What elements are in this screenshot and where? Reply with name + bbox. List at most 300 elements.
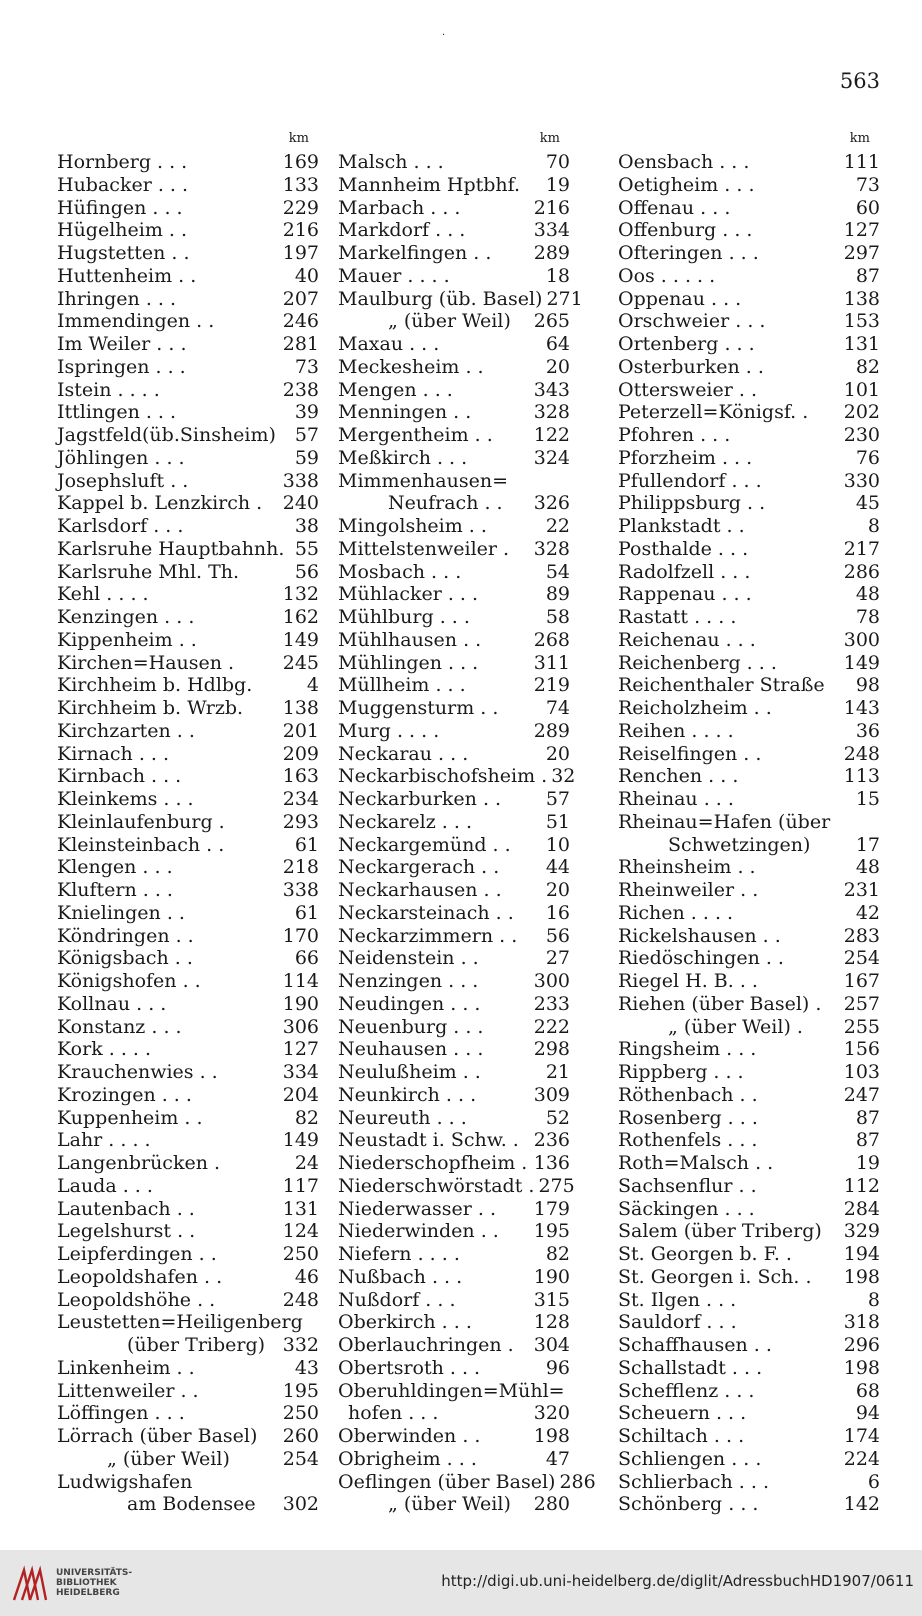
place-name: Kollnau . . . — [57, 992, 167, 1015]
list-item — [618, 1061, 880, 1084]
list-item — [338, 1289, 570, 1312]
place-name: Peterzell=Königsf. . — [618, 401, 809, 424]
distance-km: 149 — [843, 651, 880, 674]
list-item — [57, 310, 319, 333]
list-item — [618, 356, 880, 379]
place-name: Ispringen . . . — [57, 355, 186, 378]
distance-km: 224 — [843, 1447, 880, 1470]
distance-km: 52 — [545, 1106, 570, 1129]
distance-km — [876, 811, 880, 834]
place-name: Mittelstenweiler . — [338, 537, 510, 560]
place-name: Obertsroth . . . — [338, 1356, 481, 1379]
list-item — [338, 310, 570, 333]
distance-km: 87 — [855, 264, 880, 287]
distance-km: 250 — [282, 1402, 319, 1425]
place-name: Kluftern . . . — [57, 879, 173, 901]
place-name: Kuppenheim . . — [57, 1106, 203, 1129]
distance-km: 195 — [282, 1379, 319, 1402]
place-name: Neckarsteinach . . — [338, 901, 514, 924]
list-item — [338, 1266, 570, 1289]
distance-km: 124 — [282, 1220, 319, 1243]
distance-km: 128 — [533, 1311, 570, 1334]
list-item — [338, 1380, 570, 1403]
place-name: Leopoldshöhe . . — [57, 1288, 216, 1311]
list-item — [57, 1402, 319, 1425]
place-name: Josephsluft . . — [57, 469, 189, 492]
list-item — [57, 1357, 319, 1380]
list-item — [618, 1448, 880, 1471]
list-item — [618, 424, 880, 447]
place-name: Ihringen . . . — [57, 287, 177, 310]
distance-km: 320 — [533, 1402, 570, 1425]
list-item — [57, 1198, 319, 1221]
distance-km: 247 — [843, 1083, 880, 1106]
distance-km: 45 — [855, 492, 880, 515]
place-name: Klengen . . . — [57, 856, 173, 879]
list-item — [338, 401, 570, 424]
distance-km: 190 — [282, 992, 319, 1015]
distance-km: 324 — [533, 446, 570, 469]
distance-km: 156 — [843, 1038, 880, 1061]
list-item — [618, 993, 880, 1016]
place-name: „ (über Weil) — [388, 1493, 511, 1516]
distance-km: 190 — [533, 1265, 570, 1288]
place-name: Scheuern . . . — [618, 1402, 747, 1425]
distance-km: 162 — [282, 606, 319, 628]
place-name: Menningen . . — [338, 401, 472, 424]
list-item — [338, 1334, 570, 1357]
place-name: St. Ilgen . . . — [618, 1288, 737, 1311]
distance-km — [315, 1311, 319, 1334]
distance-km: 113 — [843, 765, 880, 788]
distance-km: 328 — [533, 537, 570, 560]
place-name: Hubacker . . . — [57, 173, 189, 196]
list-item — [618, 811, 880, 834]
distance-km: 300 — [533, 970, 570, 992]
list-item — [57, 265, 319, 288]
column-3 — [618, 131, 880, 1516]
list-item — [57, 151, 319, 174]
place-name: Ittlingen . . . — [57, 401, 177, 424]
place-name: Reichenau . . . — [618, 628, 756, 651]
place-name: Jagstfeld(üb.Sinsheim) — [57, 424, 276, 446]
distance-km: 27 — [545, 947, 570, 970]
list-item — [618, 925, 880, 948]
place-name: Philippsburg . . — [618, 492, 766, 515]
list-item — [338, 1470, 596, 1494]
place-name: Im Weiler . . . — [57, 333, 187, 355]
list-item — [618, 219, 880, 242]
list-item — [338, 1357, 570, 1380]
list-item — [57, 606, 319, 629]
place-name: Neureuth . . . — [338, 1106, 467, 1129]
distance-km: 167 — [843, 970, 880, 992]
place-name: Rheinsheim . . — [618, 856, 756, 879]
distance-km: 42 — [855, 901, 880, 924]
column-rows — [57, 151, 319, 1516]
list-item — [57, 538, 319, 561]
distance-km: 330 — [843, 469, 880, 492]
list-item — [57, 401, 319, 424]
list-item — [338, 1402, 570, 1425]
distance-km: 169 — [282, 151, 319, 173]
list-item — [618, 561, 880, 584]
place-name: Plankstadt . . — [618, 515, 745, 537]
distance-km: 234 — [282, 788, 319, 810]
place-name: Neckargerach . . — [338, 856, 500, 879]
distance-km: 338 — [282, 879, 319, 901]
distance-km: 174 — [843, 1425, 880, 1447]
list-item — [338, 1311, 570, 1334]
list-item — [338, 1243, 570, 1266]
list-item — [57, 1152, 319, 1175]
distance-km: 329 — [843, 1220, 880, 1243]
list-item — [338, 265, 570, 288]
list-item — [618, 174, 880, 197]
distance-km: 138 — [843, 287, 880, 310]
place-name: Nenzingen . . . — [338, 970, 479, 992]
place-name: Sauldorf . . . — [618, 1311, 737, 1334]
column-2 — [338, 131, 596, 1516]
distance-km: 281 — [282, 333, 319, 355]
place-name: Krozingen . . . — [57, 1083, 192, 1106]
list-item — [338, 174, 570, 197]
place-name: Roth=Malsch . . — [618, 1152, 774, 1174]
distance-km: 18 — [545, 264, 570, 287]
list-item — [618, 151, 880, 174]
distance-km: 230 — [843, 424, 880, 446]
distance-km: 296 — [843, 1334, 880, 1356]
place-name: Obrigheim . . . — [338, 1447, 477, 1470]
distance-km: 298 — [533, 1038, 570, 1061]
distance-km: 254 — [843, 947, 880, 970]
place-name: Kleinlaufenburg . — [57, 810, 225, 833]
distance-km: 332 — [282, 1334, 319, 1356]
place-name: Röthenbach . . — [618, 1083, 758, 1106]
distance-km: 209 — [282, 742, 319, 765]
place-name: Ottersweier . . — [618, 378, 757, 401]
list-item — [57, 1175, 319, 1198]
distance-km: 271 — [546, 287, 583, 310]
place-name: Mimmenhausen= — [338, 469, 508, 492]
distance-km: 8 — [867, 515, 880, 537]
list-item — [618, 401, 880, 424]
list-item — [618, 697, 880, 720]
distance-km: 15 — [855, 788, 880, 810]
list-item — [618, 788, 880, 811]
distance-km: 204 — [282, 1083, 319, 1106]
distance-km: 74 — [545, 697, 570, 719]
source-url-link[interactable]: http://digi.ub.uni-heidelberg.de/diglit/AdressbuchHD1907/0611 — [441, 1572, 914, 1590]
place-name: Neidenstein . . — [338, 947, 479, 970]
place-name: Kirchheim b. Wrzb. — [57, 697, 244, 719]
list-item — [338, 379, 570, 402]
place-name: Huttenheim . . — [57, 264, 197, 287]
list-item — [338, 970, 570, 993]
distance-km: 38 — [294, 515, 319, 537]
list-item — [618, 652, 880, 675]
distance-km: 73 — [294, 355, 319, 378]
distance-km: 143 — [843, 697, 880, 719]
list-item — [338, 1061, 570, 1084]
distance-km: 66 — [294, 947, 319, 970]
distance-km: 238 — [282, 378, 319, 401]
list-item — [618, 674, 880, 697]
distance-km: 57 — [294, 424, 319, 446]
library-name-line: HEIDELBERG — [56, 1588, 120, 1598]
list-item — [57, 652, 319, 675]
place-name: Kirchheim b. Hdlbg. — [57, 674, 253, 697]
list-item — [618, 720, 880, 743]
list-item — [618, 834, 880, 857]
distance-km: 82 — [855, 355, 880, 378]
distance-km: 254 — [282, 1447, 319, 1470]
distance-km: 149 — [282, 1129, 319, 1152]
place-name: Langenbrücken . — [57, 1152, 221, 1174]
distance-km: 54 — [545, 560, 570, 583]
distance-km: 170 — [282, 924, 319, 947]
distance-km: 46 — [294, 1265, 319, 1288]
distance-km: 179 — [533, 1197, 570, 1220]
distance-km: 127 — [843, 219, 880, 242]
library-name — [56, 1568, 132, 1598]
list-item — [57, 1334, 319, 1357]
distance-km: 311 — [533, 651, 570, 674]
place-name: Murg . . . . — [338, 719, 440, 742]
list-item — [57, 1289, 319, 1312]
list-item — [57, 993, 319, 1016]
place-name: Rothenfels . . . — [618, 1129, 758, 1152]
list-item — [57, 1243, 319, 1266]
list-item — [338, 197, 570, 220]
list-item — [618, 879, 880, 902]
list-item — [618, 1084, 880, 1107]
list-item — [57, 970, 319, 993]
distance-km — [315, 1471, 319, 1494]
list-item — [618, 743, 880, 766]
list-item — [618, 515, 880, 538]
distance-km: 98 — [855, 674, 880, 697]
place-name: Sachsenflur . . — [618, 1174, 757, 1197]
list-item — [57, 242, 319, 265]
place-name: Mengen . . . — [338, 378, 453, 401]
list-item — [57, 197, 319, 220]
place-name: Reihen . . . . — [618, 719, 734, 742]
distance-km: 153 — [843, 310, 880, 333]
list-item — [618, 1357, 880, 1380]
list-item — [57, 856, 319, 879]
distance-km: 22 — [545, 515, 570, 537]
place-name: Neckarzimmern . . — [338, 924, 518, 947]
list-item — [57, 788, 319, 811]
list-item — [57, 1084, 319, 1107]
place-name: Mühlhausen . . — [338, 628, 482, 651]
distance-km: 257 — [843, 992, 880, 1015]
list-item — [618, 765, 880, 788]
list-item — [57, 811, 319, 834]
list-item — [57, 1380, 319, 1403]
list-item — [338, 629, 570, 652]
list-item — [57, 834, 319, 857]
list-item — [57, 743, 319, 766]
distance-km: 101 — [843, 378, 880, 401]
distance-km: 246 — [282, 310, 319, 333]
list-item — [338, 1174, 575, 1198]
list-item — [618, 470, 880, 493]
place-name: Kirchzarten . . — [57, 719, 195, 742]
list-item — [338, 1016, 570, 1039]
distance-km: 201 — [282, 719, 319, 742]
distance-km: 334 — [533, 219, 570, 242]
column-1 — [57, 131, 319, 1516]
list-item — [338, 561, 570, 584]
list-item — [57, 219, 319, 242]
list-item — [618, 856, 880, 879]
list-item — [57, 720, 319, 743]
list-item — [618, 1334, 880, 1357]
place-name: Rickelshausen . . — [618, 924, 781, 947]
distance-km: 133 — [282, 173, 319, 196]
list-item — [338, 492, 570, 515]
distance-km: 265 — [533, 310, 570, 333]
distance-km: 48 — [855, 583, 880, 606]
place-name: Oeflingen (über Basel) — [338, 1470, 556, 1493]
list-item — [57, 629, 319, 652]
list-item — [338, 1107, 570, 1130]
list-item — [57, 492, 319, 515]
speck: · — [442, 30, 446, 41]
list-item — [57, 470, 319, 493]
place-name: Hugstetten . . — [57, 242, 190, 264]
distance-km: 138 — [282, 697, 319, 719]
list-item — [338, 1152, 570, 1175]
list-item — [57, 447, 319, 470]
distance-km: 48 — [855, 856, 880, 879]
place-name: Reicholzheim . . — [618, 697, 772, 719]
place-name: Lauda . . . — [57, 1174, 153, 1197]
place-name: „ (über Weil) . — [668, 1015, 803, 1038]
distance-km: 343 — [533, 378, 570, 401]
list-item — [338, 1038, 570, 1061]
list-item — [618, 1129, 880, 1152]
list-item — [338, 993, 570, 1016]
place-name: Offenburg . . . — [618, 219, 753, 242]
place-name: Konstanz . . . — [57, 1015, 182, 1038]
place-name: Legelshurst . . — [57, 1220, 196, 1243]
distance-km: 10 — [545, 833, 570, 856]
list-item — [57, 288, 319, 311]
distance-km: 76 — [855, 446, 880, 469]
university-logo-icon — [10, 1564, 52, 1604]
list-item — [618, 242, 880, 265]
list-item — [618, 1266, 880, 1289]
distance-km: 131 — [843, 333, 880, 355]
distance-km: 61 — [294, 833, 319, 856]
place-name: Reichenthaler Straße — [618, 674, 825, 697]
place-name: Schlierbach . . . — [618, 1470, 769, 1493]
place-name: Kork . . . . — [57, 1038, 152, 1061]
distance-km: 286 — [559, 1470, 596, 1493]
list-item — [338, 856, 570, 879]
list-item — [338, 697, 570, 720]
distance-km: 43 — [294, 1356, 319, 1379]
place-name: Littenweiler . . — [57, 1379, 199, 1402]
list-item — [57, 765, 319, 788]
place-name: Mannheim Hptbhf. — [338, 173, 521, 196]
distance-km: 60 — [855, 196, 880, 219]
list-item — [57, 1493, 319, 1516]
distance-km: 255 — [843, 1015, 880, 1038]
place-name: Neulußheim . . — [338, 1061, 481, 1083]
place-name: Riegel H. B. . . — [618, 970, 758, 992]
list-item — [57, 561, 319, 584]
list-item — [338, 287, 583, 311]
place-name: Niederschopfheim . — [338, 1152, 528, 1174]
place-name: hofen . . . — [348, 1402, 439, 1425]
list-item — [338, 219, 570, 242]
distance-km: 8 — [867, 1288, 880, 1311]
place-name: Rastatt . . . . — [618, 606, 737, 628]
list-item — [618, 1311, 880, 1334]
distance-km: 40 — [294, 264, 319, 287]
list-item — [57, 379, 319, 402]
place-name: Istein . . . . — [57, 378, 160, 401]
place-name: Oberlauchringen . — [338, 1334, 514, 1356]
distance-km: 127 — [282, 1038, 319, 1061]
place-name: Rosenberg . . . — [618, 1106, 758, 1129]
place-name: Oberwinden . . — [338, 1425, 481, 1447]
list-item — [338, 151, 570, 174]
list-item — [338, 947, 570, 970]
place-name: „ (über Weil) — [107, 1447, 230, 1470]
place-name: Karlsdorf . . . — [57, 515, 184, 537]
place-name: Riedöschingen . . — [618, 947, 784, 970]
distance-km: 6 — [867, 1470, 880, 1493]
place-name: Neunkirch . . . — [338, 1083, 477, 1106]
distance-km: 219 — [533, 674, 570, 697]
list-item — [57, 947, 319, 970]
place-name: Oensbach . . . — [618, 151, 750, 173]
place-name: Mosbach . . . — [338, 560, 462, 583]
distance-km: 304 — [533, 1334, 570, 1356]
distance-km: 198 — [843, 1356, 880, 1379]
column-unit-label: km — [849, 131, 870, 146]
distance-km: 202 — [843, 401, 880, 424]
list-item — [618, 1380, 880, 1403]
list-item — [618, 1038, 880, 1061]
place-name: Kehl . . . . — [57, 583, 149, 606]
distance-km: 122 — [533, 424, 570, 446]
distance-km: 217 — [843, 537, 880, 560]
place-name: Neustadt i. Schw. . — [338, 1129, 519, 1152]
distance-km: 293 — [282, 810, 319, 833]
place-name: Leipferdingen . . — [57, 1243, 217, 1265]
distance-km: 68 — [855, 1379, 880, 1402]
distance-km: 216 — [282, 219, 319, 242]
list-item — [57, 1129, 319, 1152]
place-name: Muggensturm . . — [338, 697, 499, 719]
place-name: Salem (über Triberg) — [618, 1220, 822, 1243]
list-item — [618, 288, 880, 311]
place-name: Müllheim . . . — [338, 674, 466, 697]
distance-km: 87 — [855, 1106, 880, 1129]
distance-km: 284 — [843, 1197, 880, 1220]
list-item — [57, 1107, 319, 1130]
place-name: Karlsruhe Mhl. Th. — [57, 560, 240, 583]
distance-km: 70 — [545, 151, 570, 173]
place-name: Leopoldshafen . . — [57, 1265, 223, 1288]
list-item — [338, 333, 570, 356]
